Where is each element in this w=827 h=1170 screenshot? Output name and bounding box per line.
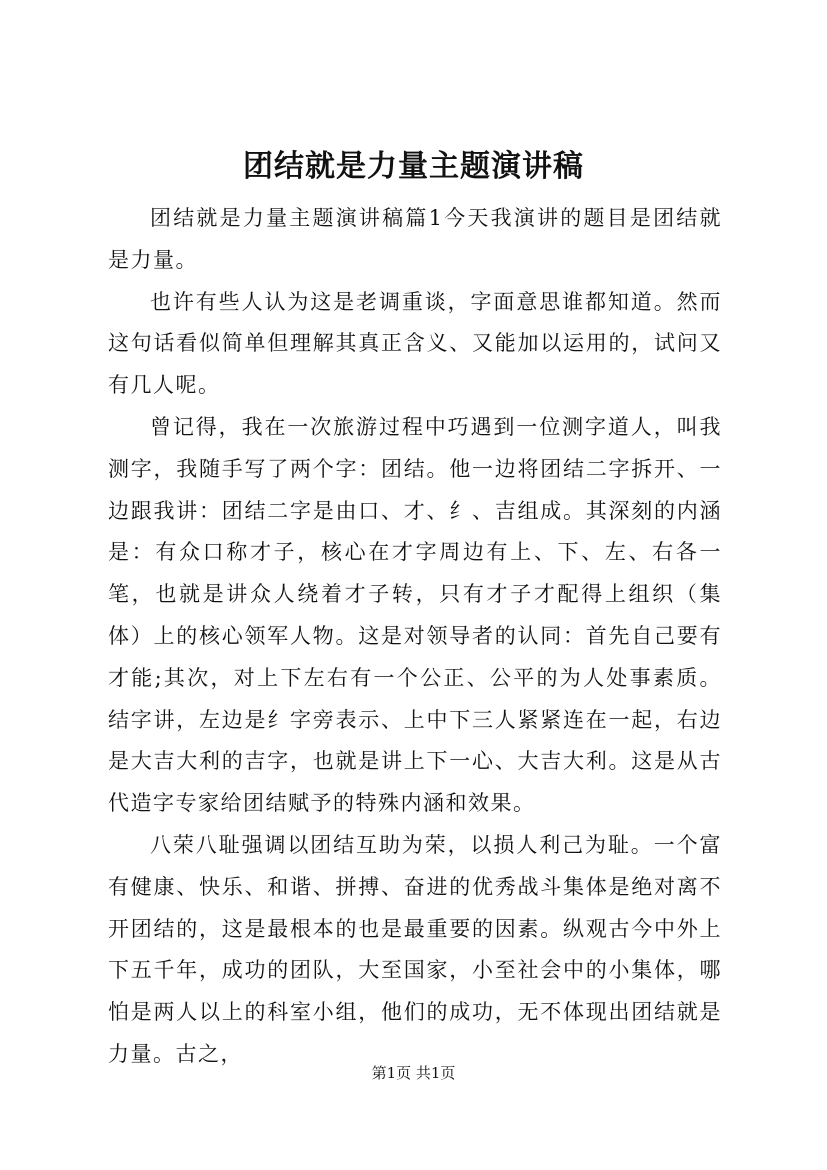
paragraph-1: 团结就是力量主题演讲稿篇1今天我演讲的题目是团结就是力量。: [108, 206, 722, 272]
paragraph-4: 八荣八耻强调以团结互助为荣，以损人利己为耻。一个富有健康、快乐、和谐、拼搏、奋进的优秀战斗集体是绝对离不开团结的，这是最根本的也是最重要的因素。纵观古今中外上下五千年，成功的团队，大至国家，小至社会中的小集体，哪怕是两人以上的科室小组，他们的成功，无不体现出团结就是力量。古之，: [108, 832, 722, 1066]
document-title: 团结就是力量主题演讲稿: [243, 149, 584, 184]
paragraph-2: 也许有些人认为这是老调重谈，字面意思谁都知道。然而这句话看似简单但理解其真正含义、又能加以运用的，试问又有几人呢。: [108, 289, 722, 398]
paragraph-3: 曾记得，我在一次旅游过程中巧遇到一位测字道人，叫我测字，我随手写了两个字：团结。他一边将团结二字拆开、一边跟我讲：团结二字是由口、才、纟、吉组成。其深刻的内涵是：有众口称才子，核心在才字周边有上、下、左、右各一笔，也就是讲众人绕着才子转，只有才子才配得上组织（集体）上的核心领军人物。这是对领导者的认同：首先自己要有才能;其次，对上下左右有一个公正、公平的为人处事素质。结字讲，左边是纟字旁表示、上中下三人紧紧连在一起，右边是大吉大利的吉字，也就是讲上下一心、大吉大利。这是从古代造字专家给团结赋予的特殊内涵和效果。: [108, 414, 722, 816]
document-body: [108, 198, 722, 1076]
page-number-footer: 第1页 共1页: [371, 1064, 456, 1082]
